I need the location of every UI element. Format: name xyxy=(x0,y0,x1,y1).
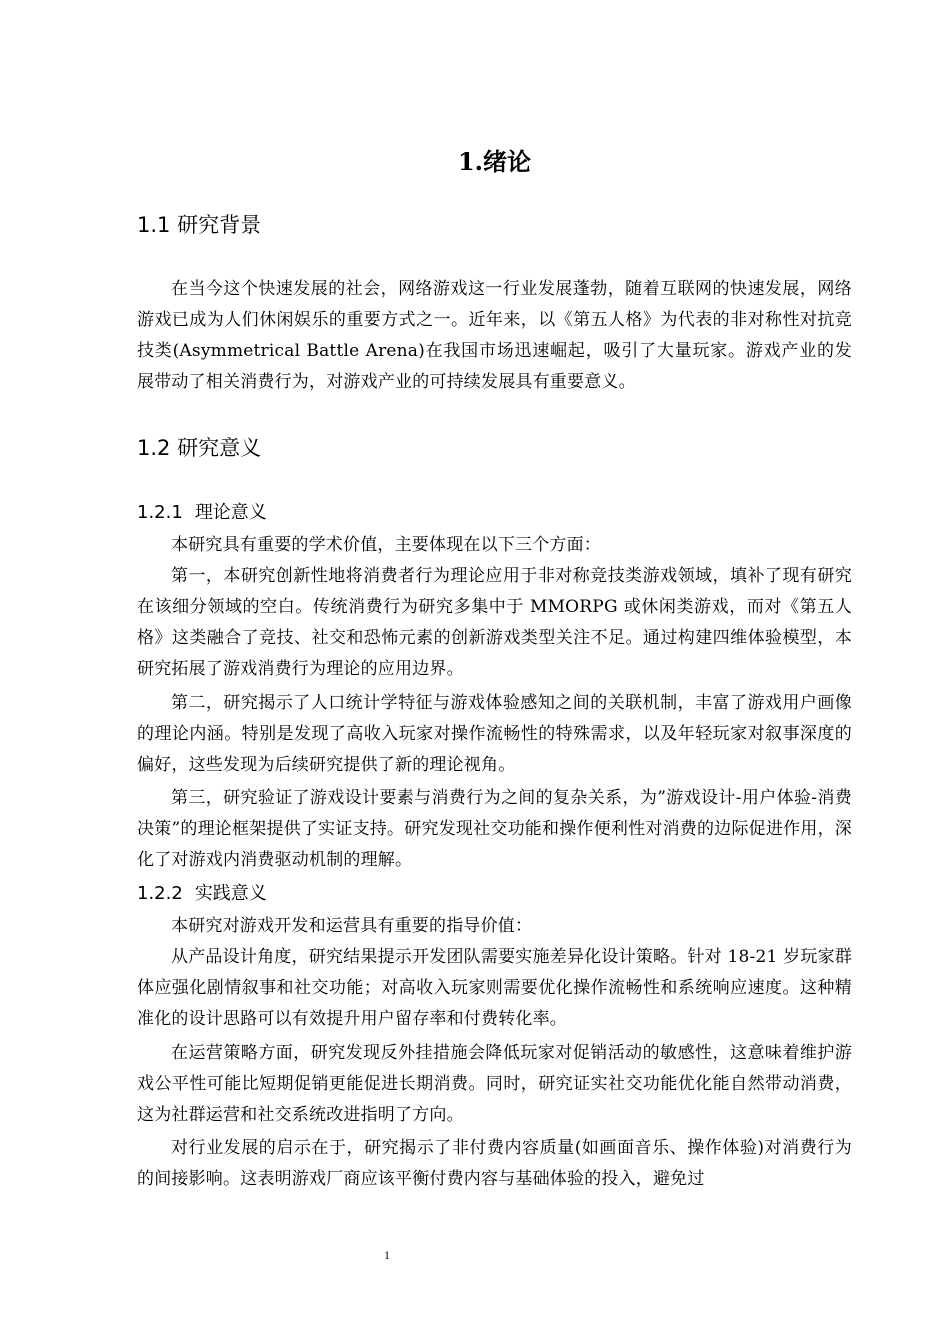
subsection-number: 1.2.1 xyxy=(137,502,183,523)
paragraph-practice-2: 在运营策略方面，研究发现反外挂措施会降低玩家对促销活动的敏感性，这意味着维护游戏公平性可能比短期促销更能促进长期消费。同时，研究证实社交功能优化能自然带动消费，这为社群运营和社交系统改进指明了方向。 xyxy=(137,1043,852,1125)
chapter-title: 1.绪论 xyxy=(457,147,532,176)
paragraph-background: 在当今这个快速发展的社会，网络游戏这一行业发展蓬勃，随着互联网的快速发展，网络游戏已成为人们休闲娱乐的重要方式之一。近年来，以《第五人格》为代表的非对称性对抗竞技类(Asymmetrical Battle Arena)在我国市场迅速崛起，吸引了大量玩家。游戏产业的发展带动了相关消费行为，对游戏产业的可持续发展具有重要意义。 xyxy=(137,279,852,392)
section-heading-1-2: 1.2 研究意义 xyxy=(137,436,262,460)
paragraph-practice-1: 从产品设计角度，研究结果提示开发团队需要实施差异化设计策略。针对 18-21 岁玩家群体应强化剧情叙事和社交功能；对高收入玩家则需要优化操作流畅性和系统响应速度。这种精准化的设计思路可以有效提升用户留存率和付费转化率。 xyxy=(137,947,852,1029)
page-number: 1 xyxy=(384,1248,390,1262)
paragraph-theory-intro: 本研究具有重要的学术价值，主要体现在以下三个方面： xyxy=(171,535,601,555)
paragraph-theory-2: 第二，研究揭示了人口统计学特征与游戏体验感知之间的关联机制，丰富了游戏用户画像的理论内涵。特别是发现了高收入玩家对操作流畅性的特殊需求，以及年轻玩家对叙事深度的偏好，这些发现为后续研究提供了新的理论视角。 xyxy=(137,693,852,775)
subsection-title: 理论意义 xyxy=(194,502,267,523)
subsection-heading-1-2-1 xyxy=(137,499,267,527)
paragraph-theory-3: 第三，研究验证了游戏设计要素与消费行为之间的复杂关系，为”游戏设计-用户体验-消费决策”的理论框架提供了实证支持。研究发现社交功能和操作便利性对消费的边际促进作用，深化了对游戏内消费驱动机制的理解。 xyxy=(137,788,852,870)
paragraph-practice-3: 对行业发展的启示在于，研究揭示了非付费内容质量(如画面音乐、操作体验)对消费行为的间接影响。这表明游戏厂商应该平衡付费内容与基础体验的投入，避免过 xyxy=(137,1138,852,1189)
paragraph-theory-1: 第一，本研究创新性地将消费者行为理论应用于非对称竞技类游戏领域，填补了现有研究在该细分领域的空白。传统消费行为研究多集中于 MMORPG 或休闲类游戏，而对《第五人格》这类融合了竞技、社交和恐怖元素的创新游戏类型关注不足。通过构建四维体验模型，本研究拓展了游戏消费行为理论的应用边界。 xyxy=(137,566,852,679)
subsection-title: 实践意义 xyxy=(194,883,267,904)
subsection-heading-1-2-2 xyxy=(137,880,267,908)
paragraph-practice-intro: 本研究对游戏开发和运营具有重要的指导价值： xyxy=(171,916,533,936)
subsection-number: 1.2.2 xyxy=(137,883,183,904)
section-heading-1-1: 1.1 研究背景 xyxy=(137,213,262,237)
